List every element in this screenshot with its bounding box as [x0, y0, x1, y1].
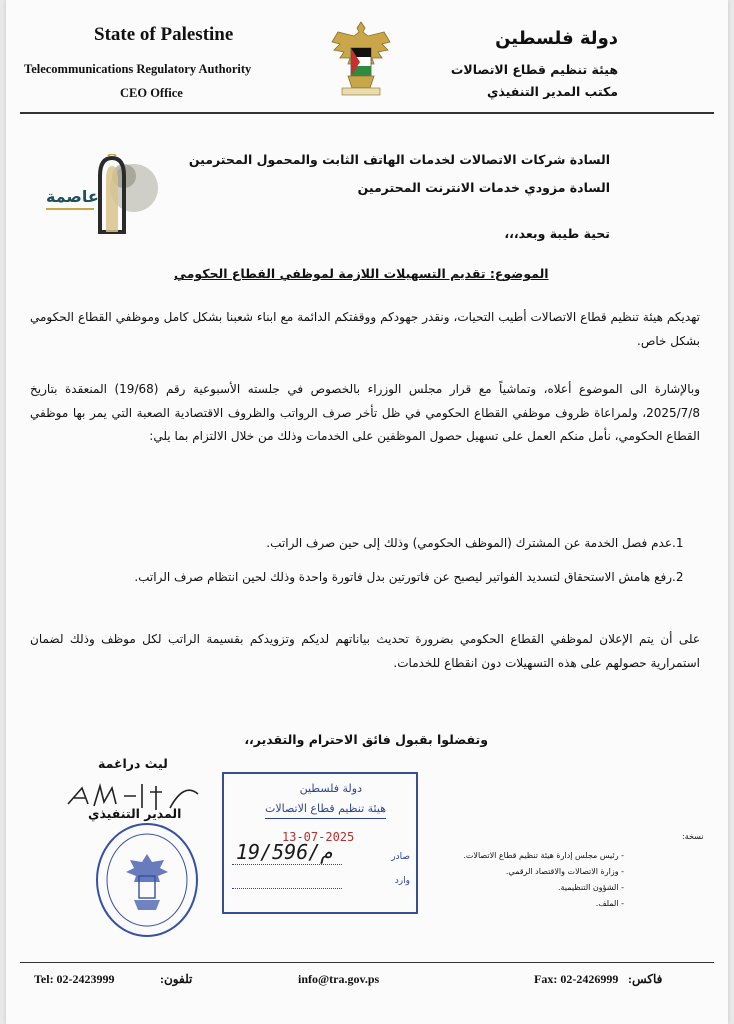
- footer-email: info@tra.gov.ps: [298, 972, 380, 986]
- signatory-name: ليث دراغمة: [98, 756, 168, 771]
- logo-text: عاصمة: [46, 187, 99, 206]
- footer-divider: [20, 962, 714, 963]
- addressee-line-1: السادة شركات الاتصالات لخدمات الهاتف الثابت والمحمول المحترمين: [188, 152, 610, 167]
- cc-label: نسخة:: [682, 832, 704, 841]
- signatory-title: المدير التنفيذي: [88, 806, 182, 821]
- body-paragraph-3: على أن يتم الإعلان لموظفي القطاع الحكومي بضرورة تحديث بياناتهم لديكم وتزويدكم بقسيمة الراتب لكل موظف وذلك لضمان استمرارية حصولهم على هذه التسهيلات دون انقطاع للخدمات.: [30, 632, 700, 670]
- subject-line: الموضوع: تقديم التسهيلات اللازمة لموظفي القطاع الحكومي: [174, 266, 549, 281]
- cc-item: - رئيس مجلس إدارة هيئة تنظيم قطاع الاتصالات.: [424, 848, 624, 864]
- list-item-number: 2.: [672, 570, 684, 584]
- cc-list: [424, 848, 624, 912]
- palestine-eagle-emblem-icon: [328, 18, 394, 102]
- stamp-reference-number: 19/596/م: [236, 840, 333, 864]
- greeting: تحية طيبة وبعد،،،: [504, 226, 610, 241]
- cc-item: - الشؤون التنظيمية.: [424, 880, 624, 896]
- list-item: [40, 566, 700, 590]
- stamp-state-name: دولة فلسطين: [299, 782, 362, 795]
- header-ar-title: دولة فلسطين: [495, 28, 618, 49]
- header-ar-office: مكتب المدير التنفيذي: [486, 84, 618, 99]
- registry-stamp: [222, 772, 418, 914]
- official-round-seal: [94, 820, 200, 940]
- header-en-authority: Telecommunications Regulatory Authority: [24, 62, 252, 76]
- cc-item: - وزارة الاتصالات والاقتصاد الرقمي.: [424, 864, 624, 880]
- list-item-number: 1.: [672, 536, 684, 550]
- header-en-title: State of Palestine: [94, 24, 234, 45]
- body-paragraph-1: تهديكم هيئة تنظيم قطاع الاتصالات أطيب التحيات، ونقدر جهودكم ووقفتكم الدائمة مع ابناء شعبنا بشكل كامل وموظفي القطاع الحكومي بشكل خاص.: [30, 310, 700, 348]
- stamp-incoming-label: وارد: [394, 876, 410, 886]
- list-item-text: عدم فصل الخدمة عن المشترك (الموظف الحكومي) وذلك إلى حين صرف الراتب.: [266, 536, 672, 550]
- list-item: [40, 532, 700, 556]
- stamp-authority-name: هيئة تنظيم قطاع الاتصالات: [265, 802, 386, 819]
- footer-telephone: Tel: 02-2423999: [34, 972, 115, 986]
- list-item-text: رفع هامش الاستحقاق لتسديد الفواتير ليصبح عن فاتورتين بدل فاتورة واحدة وذلك لحين انتظام صرف الراتب.: [134, 570, 672, 584]
- footer-fax-ar-label: فاكس:: [628, 972, 663, 986]
- body-paragraph-2: وبالإشارة الى الموضوع أعلاه، وتماشياً مع قرار مجلس الوزراء بالخصوص في جلسته الأسبوعية رقم (19/68) المنعقدة بتاريخ 2025/7/8، ولمراعاة ظروف موظفي القطاع الحكومي في ظل تأخر صرف الرواتب والظروف الاقتصادية الصعبة التي يمر بها موظفي القطاع الحكومي، نأمل منكم العمل على تسهيل حصول الموظفين على الخدمات وذلك من خلال الالتزام بما يلي:: [30, 382, 700, 443]
- stamp-date: 13-07-2025: [282, 830, 355, 844]
- jerusalem-capital-logo: [42, 154, 158, 240]
- addressee-line-2: السادة مزودي خدمات الانترنت المحترمين: [357, 180, 610, 195]
- cc-item: - الملف.: [424, 896, 624, 912]
- letter-page: [6, 0, 728, 1024]
- footer-telephone-ar-label: تلفون:: [160, 972, 193, 986]
- stamp-issued-label: صادر: [391, 852, 410, 862]
- closing-line: وتفضلوا بقبول فائق الاحترام والتقدير،،: [244, 732, 488, 747]
- header-ar-authority: هيئة تنظيم قطاع الاتصالات: [450, 62, 618, 77]
- footer-fax: Fax: 02-2426999: [534, 972, 619, 986]
- header-divider: [20, 112, 714, 114]
- header-en-office: CEO Office: [120, 86, 183, 100]
- stamp-divider: [232, 888, 342, 889]
- stamp-divider: [232, 864, 342, 865]
